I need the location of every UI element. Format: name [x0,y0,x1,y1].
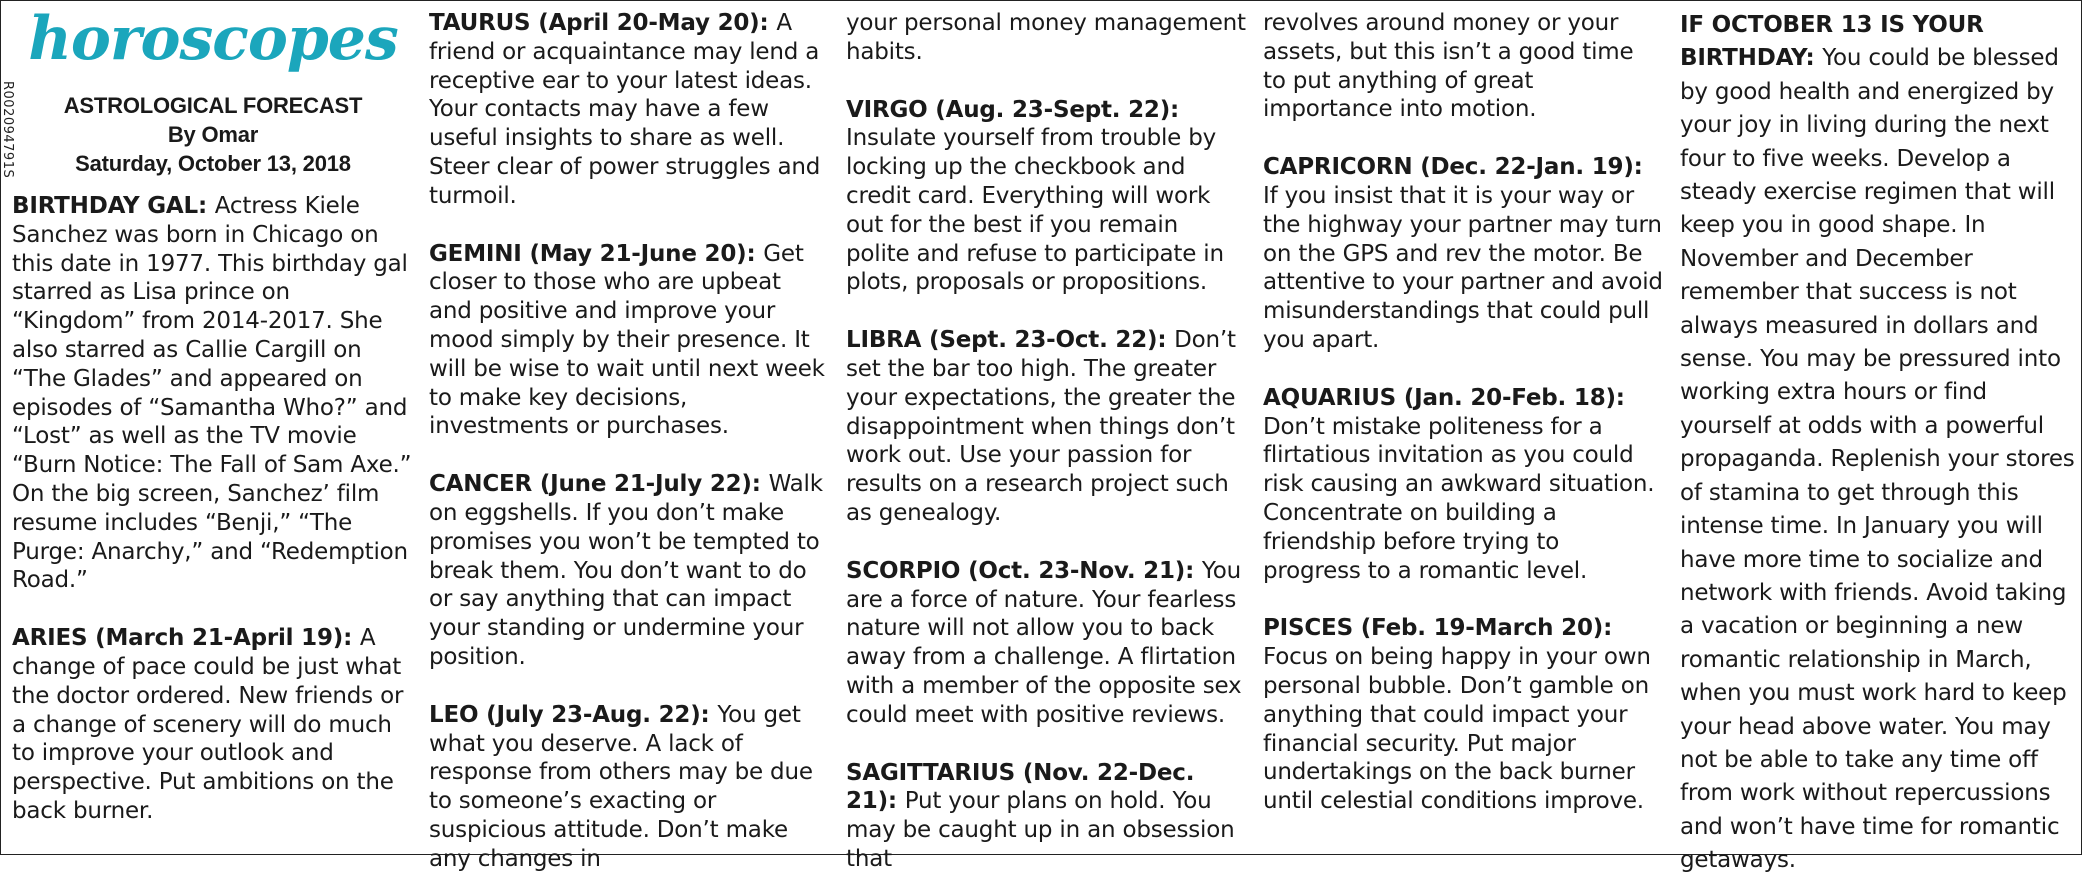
sagittarius-text: Put your plans on hold. You may be caught up in an obsession that [846,788,1235,872]
libra-heading: LIBRA (Sept. 23-Oct. 22): [846,327,1175,354]
sagittarius-continued [1263,9,1663,124]
sagittarius-continued-text: revolves around money or your assets, but this isn’t a good time to put anything of great importance into motion. [1263,10,1634,123]
ad-code: R002094791S [0,81,15,179]
pisces-heading: PISCES (Feb. 19-March 20): [1263,615,1613,642]
aries-text: A change of pace could be just what the doctor ordered. New friends or a change of scenery will do much to improve your outlook and perspective. Put ambitions on the back burner. [12,625,404,824]
column-3 [846,9,1246,872]
birthday-text: You could be blessed by good health and energized by your joy in living during the next four to five weeks. Develop a steady exercise regimen that will keep you in good shape. In November and December remember that success is not always measured in dollars and sense. You may be pressured into working extra hours or find yourself at odds with a powerful propaganda. Replenish your stores of stamina to get through this intense time. In January you will have more time to socialize and network with friends. Avoid taking a vacation or beginning a new romantic relationship in March, when you must work hard to keep your head above water. You may not be able to take any time off from work without repercussions and won’t have time for romantic getaways. [1680,45,2075,874]
scorpio-entry [846,557,1246,730]
gemini-text: Get closer to those who are upbeat and positive and improve your mood simply by their presence. It will be wise to wait until next week to make key decisions, investments or purchases. [429,240,825,440]
leo-continued-text: your personal money management habits. [846,10,1246,65]
byline: By Omar [167,122,259,147]
leo-text: You get what you deserve. A lack of response from others may be due to someone’s exacting or suspicious attitude. Don’t make any changes in [429,701,813,872]
column-4 [1263,9,1663,854]
birthday-entry [1680,9,2080,878]
cancer-heading: CANCER (June 21-July 22): [429,471,769,498]
leo-continued [846,9,1246,67]
sagittarius-entry [846,759,1246,874]
taurus-entry [429,9,829,211]
aquarius-text: Don’t mistake politeness for a flirtatious invitation as you could risk causing an awkward situation. Concentrate on building a friendship before trying to progress to a romantic level. [1263,413,1655,584]
taurus-text: A friend or acquaintance may lend a receptive ear to your latest ideas. Your contacts may have a few useful insights to share as well. Steer clear of power struggles and turmoil. [429,10,821,209]
leo-entry [429,701,829,874]
leo-heading: LEO (July 23-Aug. 22): [429,701,718,728]
libra-entry [846,326,1246,528]
pisces-text: Focus on being happy in your own personal bubble. Don’t gamble on anything that could impact your financial security. Put major undertakings on the back burner until celestial conditions improve. [1263,644,1651,815]
aquarius-heading: AQUARIUS (Jan. 20-Feb. 18): [1263,384,1625,411]
capricorn-heading: CAPRICORN (Dec. 22-Jan. 19): [1263,154,1643,181]
aquarius-entry [1263,384,1663,586]
virgo-entry [846,96,1246,298]
taurus-heading: TAURUS (April 20-May 20): [429,10,777,36]
column-2 [429,9,829,872]
birthday-gal-text: Actress Kiele Sanchez was born in Chicago on this date in 1977. This birthday gal starred as Lisa prince on “Kingdom” from 2014-2017. She also starred as Callie Cargill on “The Glades” and appeared on episodes of “Samantha Who?” and “Lost” as well as the TV movie “Burn Notice: The Fall of Sam Axe.” On the big screen, Sanchez’ film resume includes “Benji,” “The Purge: Anarchy,” and “Redemption Road.” [12,193,412,594]
sagittarius-heading: SAGITTARIUS (Nov. 22-Dec. 21): [846,759,1195,815]
gemini-heading: GEMINI (May 21-June 20): [429,240,764,267]
masthead-header [12,91,414,178]
aries-entry [12,624,414,826]
pisces-entry [1263,614,1663,816]
virgo-text: Insulate yourself from trouble by locking up the checkbook and credit card. Everything will work out for the best if you remain polite and refuse to participate in plots, proposals or propositions. [846,125,1224,296]
horoscopes-logo: horoscopes [28,4,398,74]
scorpio-heading: SCORPIO (Oct. 23-Nov. 21): [846,557,1202,584]
capricorn-entry [1263,153,1663,355]
cancer-entry [429,470,829,672]
capricorn-text: If you insist that it is your way or the highway your partner may turn on the GPS and rev the motor. Be attentive to your partner and avoid misunderstandings that could pull you apart. [1263,182,1663,353]
gemini-entry [429,240,829,442]
virgo-heading: VIRGO (Aug. 23-Sept. 22): [846,96,1180,123]
date-line: Saturday, October 13, 2018 [75,151,351,176]
birthday-heading: IF OCTOBER 13 IS YOUR BIRTHDAY: [1680,12,1984,72]
birthday-gal-heading: BIRTHDAY GAL: [12,193,215,219]
birthday-gal-entry [12,192,414,595]
column-5 [1680,9,2080,874]
column-1 [0,1,414,854]
libra-text: Don’t set the bar too high. The greater your expectations, the greater the disappointment when things don’t work out. Use your passion for results on a research project such as genealogy. [846,327,1236,526]
cancer-text: Walk on eggshells. If you don’t make promises you won’t be tempted to break them. You don’t want to do or say anything that can impact your standing or undermine your position. [429,471,823,670]
scorpio-text: You are a force of nature. Your fearless nature will not allow you to back away from a challenge. A flirtation with a member of the opposite sex could meet with positive reviews. [846,557,1242,728]
aries-heading: ARIES (March 21-April 19): [12,625,360,652]
forecast-title: ASTROLOGICAL FORECAST [63,93,363,118]
